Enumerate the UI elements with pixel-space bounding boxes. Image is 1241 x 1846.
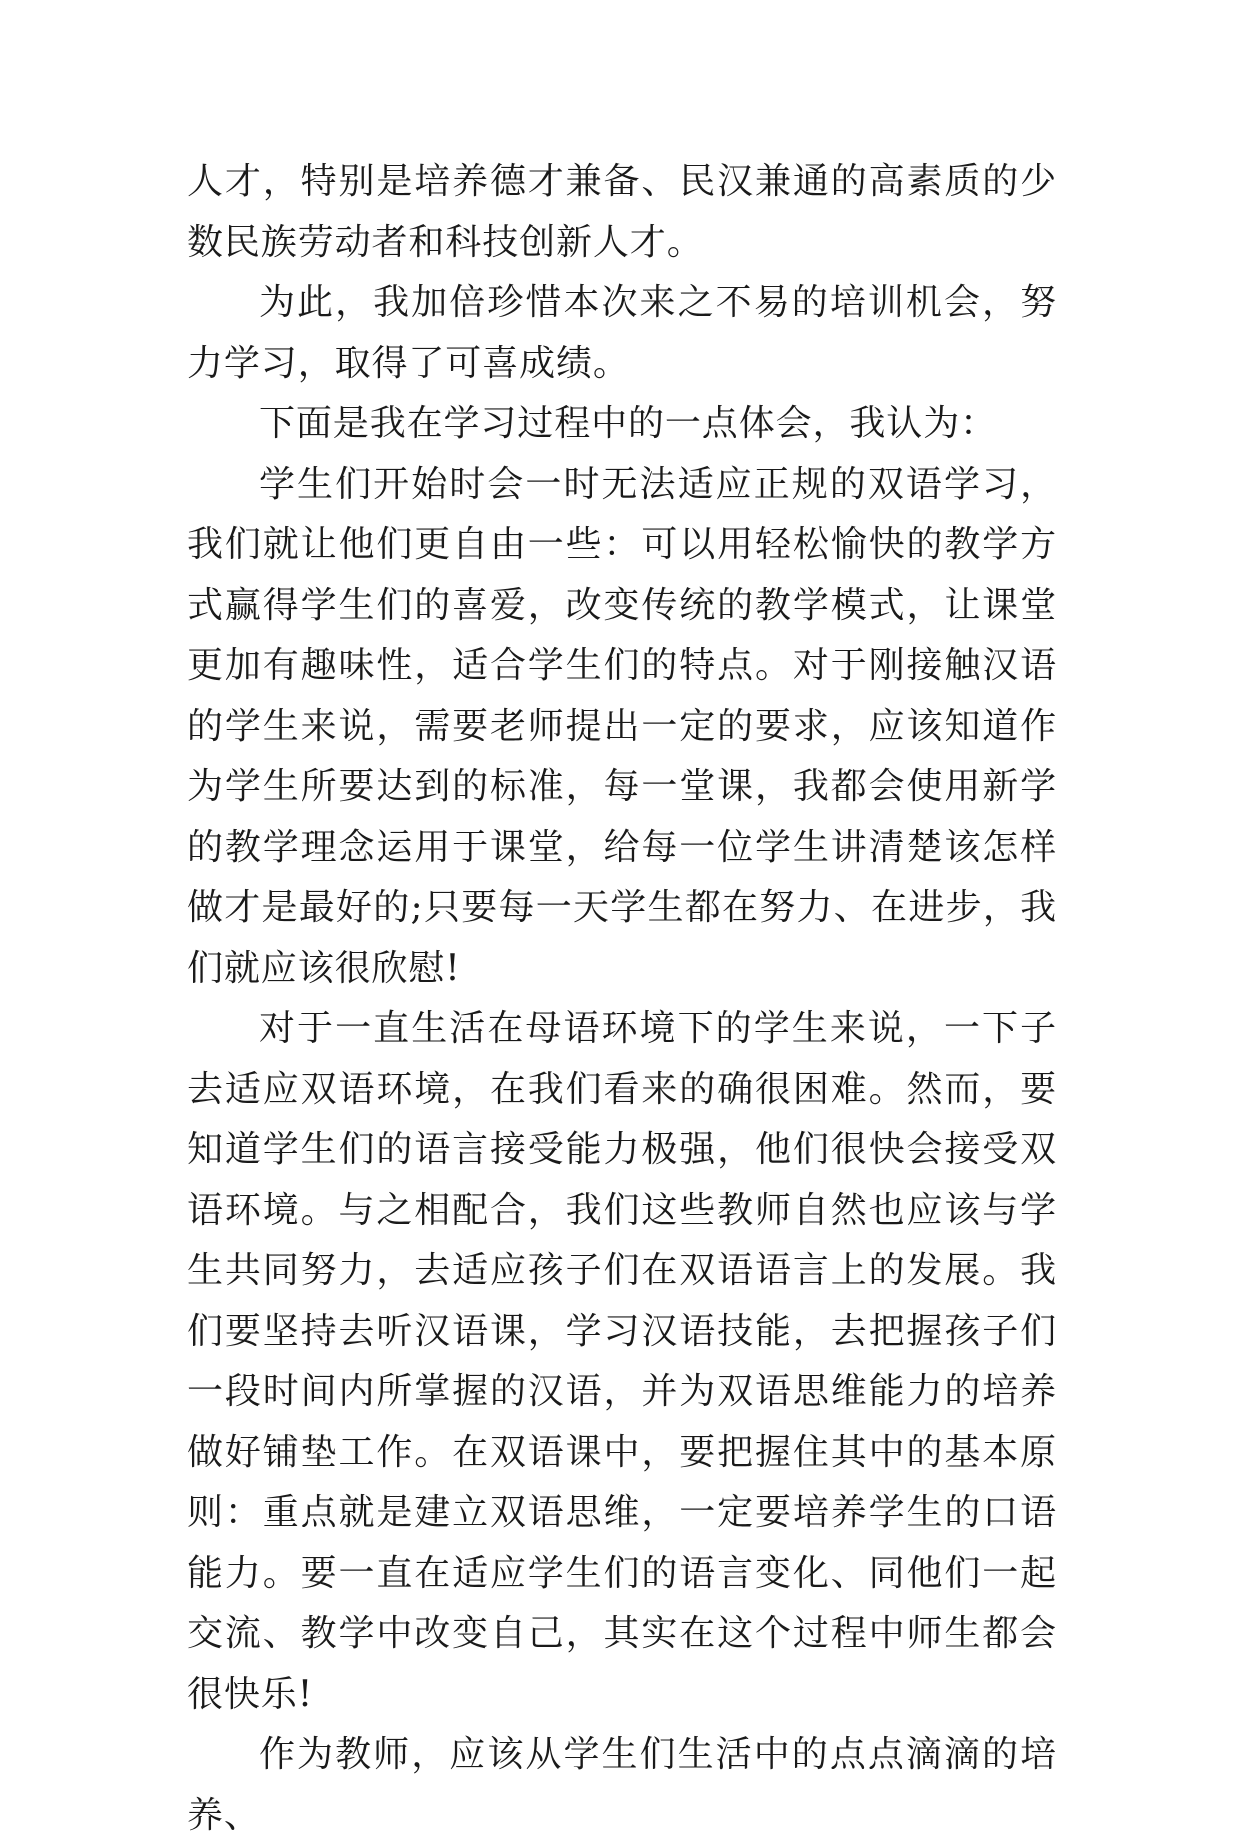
paragraph-continuation: 人才，特别是培养德才兼备、民汉兼通的高素质的少数民族劳动者和科技创新人才。	[187, 161, 1057, 263]
document-body	[187, 152, 1057, 1846]
paragraph: 下面是我在学习过程中的一点体会，我认为：	[259, 403, 998, 444]
paragraph: 为此，我加倍珍惜本次来之不易的培训机会，努力学习，取得了可喜成绩。	[187, 282, 1057, 384]
paragraph: 对于一直生活在母语环境下的学生来说，一下子去适应双语环境，在我们看来的确很困难。然而，要知道学生们的语言接受能力极强，他们很快会接受双语环境。与之相配合，我们这些教师自然也应该与学生共同努力，去适应孩子们在双语语言上的发展。我们要坚持去听汉语课，学习汉语技能，去把握孩子们一段时间内所掌握的汉语，并为双语思维能力的培养做好铺垫工作。在双语课中，要把握住其中的基本原则：重点就是建立双语思维，一定要培养学生的口语能力。要一直在适应学生们的语言变化、同他们一起交流、教学中改变自己，其实在这个过程中师生都会很快乐!	[187, 1008, 1057, 1715]
paragraph: 作为教师，应该从学生们生活中的点点滴滴的培养、	[187, 1734, 1057, 1836]
paragraph: 学生们开始时会一时无法适应正规的双语学习，我们就让他们更自由一些：可以用轻松愉快的教学方式赢得学生们的喜爱，改变传统的教学模式，让课堂更加有趣味性，适合学生们的特点。对于刚接触汉语的学生来说，需要老师提出一定的要求，应该知道作为学生所要达到的标准，每一堂课，我都会使用新学的教学理念运用于课堂，给每一位学生讲清楚该怎样做才是最好的;只要每一天学生都在努力、在进步，我们就应该很欣慰!	[187, 463, 1057, 989]
